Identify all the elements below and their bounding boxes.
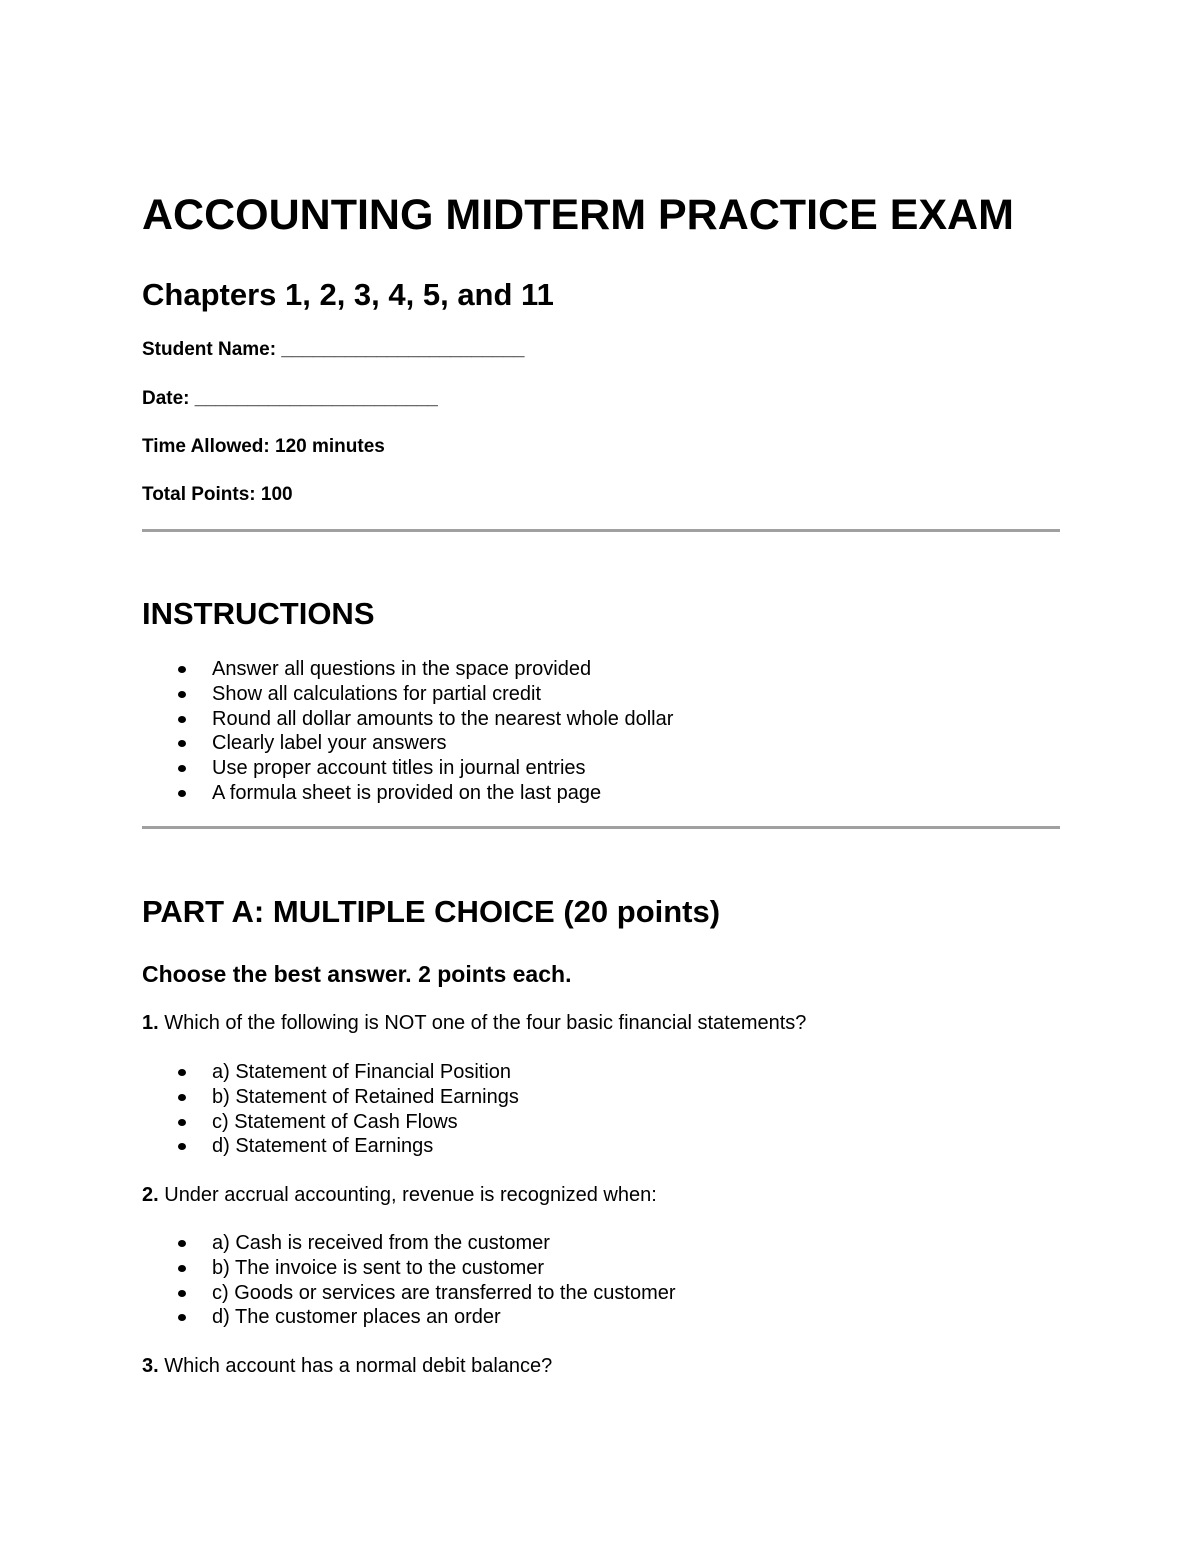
date-field: Date: _______________________	[142, 388, 438, 409]
list-item	[142, 756, 673, 781]
question-3	[142, 1354, 552, 1378]
list-item	[142, 707, 673, 732]
option-text: b) The invoice is sent to the customer	[212, 1256, 545, 1279]
list-item	[142, 682, 673, 707]
instruction-text: Clearly label your answers	[212, 732, 447, 755]
question-number: 1.	[142, 1012, 159, 1034]
option-text: a) Cash is received from the customer	[212, 1232, 550, 1254]
bullet-icon	[178, 1265, 186, 1272]
part-a-subheading: Choose the best answer. 2 points each.	[142, 961, 572, 987]
instruction-text: Show all calculations for partial credit	[212, 682, 542, 705]
option-text: b) Statement of Retained Earnings	[212, 1085, 519, 1108]
bullet-icon	[178, 765, 186, 772]
bullet-icon	[178, 740, 186, 747]
option-text: a) Statement of Financial Position	[212, 1061, 512, 1083]
bullet-icon	[178, 716, 186, 723]
exam-title: ACCOUNTING MIDTERM PRACTICE EXAM	[142, 191, 1014, 239]
list-item	[142, 781, 673, 806]
question-number: 2.	[142, 1184, 159, 1206]
bullet-icon	[178, 1314, 186, 1321]
bullet-icon	[178, 1119, 186, 1126]
bullet-icon	[178, 1143, 186, 1150]
bullet-icon	[178, 1290, 186, 1297]
total-points-field: Total Points: 100	[142, 484, 293, 505]
question-text: Under accrual accounting, revenue is recognized when:	[158, 1184, 657, 1206]
question-text: Which account has a normal debit balance?	[158, 1355, 553, 1377]
question-text: Which of the following is NOT one of the four basic financial statements?	[158, 1012, 807, 1034]
instruction-text: Use proper account titles in journal entries	[212, 757, 586, 780]
instructions-list	[142, 657, 673, 806]
question-1-options	[142, 1060, 519, 1159]
option-text: c) Statement of Cash Flows	[212, 1110, 458, 1133]
instruction-text: A formula sheet is provided on the last page	[212, 781, 602, 804]
list-item	[142, 1085, 519, 1110]
list-item	[142, 731, 673, 756]
list-item	[142, 1256, 676, 1281]
bullet-icon	[178, 790, 186, 797]
list-item	[142, 657, 673, 682]
option-text: d) Statement of Earnings	[212, 1135, 434, 1158]
list-item	[142, 1231, 676, 1256]
instruction-text: Answer all questions in the space provided	[212, 658, 592, 680]
question-2	[142, 1183, 657, 1207]
list-item	[142, 1281, 676, 1306]
list-item	[142, 1134, 519, 1159]
question-2-options	[142, 1231, 676, 1330]
bullet-icon	[178, 1069, 186, 1076]
list-item	[142, 1060, 519, 1085]
bullet-icon	[178, 691, 186, 698]
bullet-icon	[178, 1240, 186, 1247]
list-item	[142, 1110, 519, 1135]
bullet-icon	[178, 666, 186, 673]
section-divider	[142, 826, 1060, 829]
list-item	[142, 1305, 676, 1330]
exam-subtitle: Chapters 1, 2, 3, 4, 5, and 11	[142, 277, 554, 312]
option-text: c) Goods or services are transferred to the customer	[212, 1281, 676, 1304]
instruction-text: Round all dollar amounts to the nearest whole dollar	[212, 707, 674, 730]
student-name-field: Student Name: _______________________	[142, 339, 525, 360]
part-a-heading: PART A: MULTIPLE CHOICE (20 points)	[142, 894, 721, 929]
option-text: d) The customer places an order	[212, 1306, 501, 1329]
section-divider	[142, 529, 1060, 532]
bullet-icon	[178, 1094, 186, 1101]
instructions-heading: INSTRUCTIONS	[142, 596, 375, 631]
question-number: 3.	[142, 1355, 159, 1377]
time-allowed-field: Time Allowed: 120 minutes	[142, 436, 385, 457]
question-1	[142, 1011, 806, 1035]
